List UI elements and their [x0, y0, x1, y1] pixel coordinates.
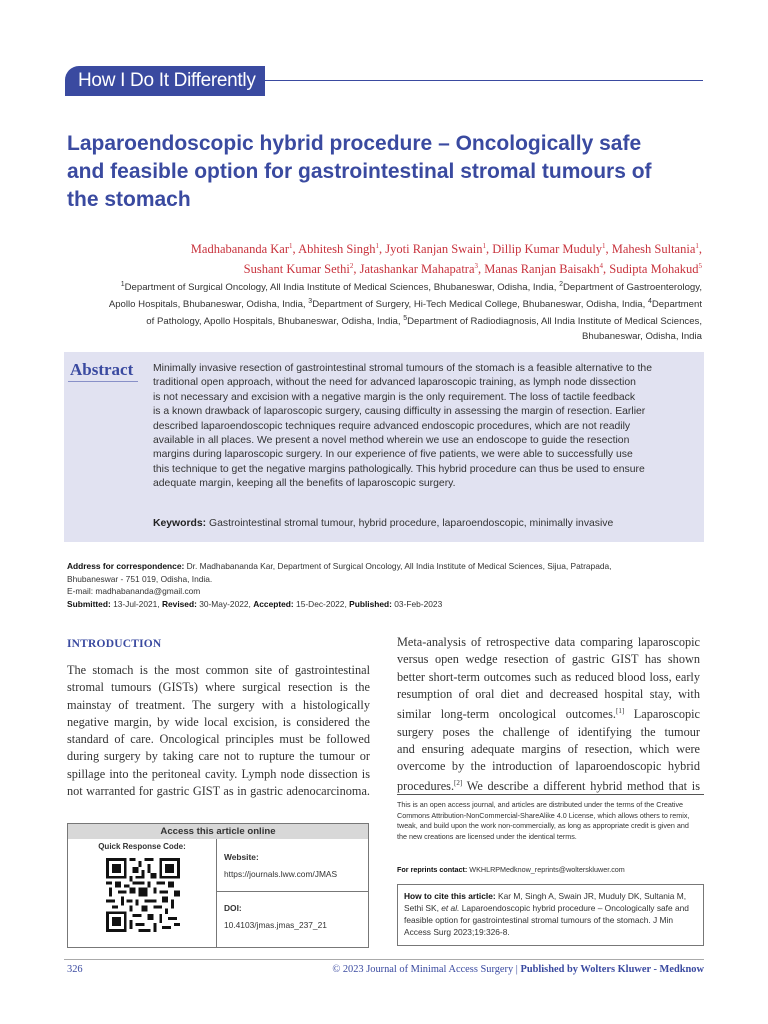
author-name: Dillip Kumar Muduly: [492, 242, 602, 257]
body-text: Laparoscopic: [624, 707, 700, 722]
journal-name: © 2023 Journal of Minimal Access Surgery: [332, 964, 514, 975]
body-line: not warranted for gastric GIST as in gastric adenocarcinoma.: [67, 784, 370, 799]
footer-journal: [332, 964, 704, 975]
author-list: [191, 238, 702, 278]
license-notice: [397, 800, 689, 842]
accepted-date: 15-Dec-2022,: [296, 598, 347, 609]
published-date: 03-Feb-2023: [394, 598, 443, 609]
affil-text: Department of Gastroenterology,: [562, 282, 702, 294]
affiliation-line: [109, 312, 702, 329]
reprints-email[interactable]: WKHLRPMedknow_reprints@wolterskluwer.com: [469, 865, 625, 874]
article-title: [67, 130, 707, 214]
affiliation-line: [109, 278, 702, 295]
body-line: spillage into the peritoneal cavity. Lymph node dissection is: [67, 766, 370, 781]
author-sup: 2: [349, 262, 354, 271]
author-name: Sudipta Mohakud: [609, 262, 699, 277]
title-line: and feasible option for gastrointestinal stromal tumours of: [67, 160, 652, 183]
affiliation-line: [109, 330, 702, 344]
citation-line: Access Surg 2023;19:326-8.: [404, 927, 510, 937]
dates-line: [67, 598, 707, 611]
footer-rule: [64, 959, 704, 960]
doi-value[interactable]: 10.4103/jmas.jmas_237_21: [224, 920, 327, 930]
body-line: Meta-analysis of retrospective data comparing laparoscopic: [397, 635, 700, 649]
abstract-line: is a known drawback of laparoscopic surgery, causing difficulty in assessing the margin of resection. Earlier: [153, 406, 646, 418]
access-box-divider: [216, 891, 369, 892]
abstract-heading-rule: [68, 381, 138, 382]
website-label: Website:: [224, 852, 259, 862]
body-text: We describe a different hybrid method that is: [462, 779, 700, 794]
abstract-line: this technique to get the negative margins pathologically. This hybrid procedure can thus be used to ensure: [153, 463, 645, 475]
revised-date: 30-May-2022,: [199, 598, 251, 609]
body-line: overcome by the introduction of laparoendoscopic hybrid: [397, 759, 700, 774]
citation-body: Sethi SK,: [404, 903, 442, 913]
citation-line: [404, 902, 689, 914]
affil-text: of Pathology, Apollo Hospitals, Bhubaneswar, Odisha, India,: [146, 316, 404, 328]
author-sup: 4: [599, 262, 604, 271]
citation-line: [404, 890, 689, 902]
body-line: versus open wedge resection of gastric GIST has shown: [397, 652, 700, 667]
correspondence-block: [67, 560, 707, 610]
author-sup: 1: [289, 242, 293, 250]
abstract-line: margins during laparoscopic surgery. In our experience of five patients, we were able to successfully use: [153, 449, 633, 461]
body-text: procedures.: [397, 779, 455, 794]
keywords-label: Keywords:: [153, 518, 207, 529]
body-line: and ensuring adequate margins of resection, which were: [397, 741, 700, 756]
body-line: The stomach is the most common site of gastrointestinal: [67, 663, 370, 677]
submitted-date: 13-Jul-2021,: [113, 598, 160, 609]
body-line: [397, 775, 700, 795]
author-sup: 3: [474, 262, 478, 271]
reprints-contact: [397, 865, 625, 874]
author-sup: 1: [482, 242, 486, 250]
citation-ref[interactable]: [1]: [616, 707, 625, 716]
title-line: Laparoendoscopic hybrid procedure – Oncologically safe: [67, 132, 642, 155]
body-line: during surgery by taking care not to rupture the tumour or: [67, 749, 370, 764]
license-line: the new creations are licensed under the identical terms.: [397, 831, 577, 841]
author-sup: 1: [601, 242, 606, 250]
abstract-line: available in all places. We present a novel method wherein we use an endoscope to guide the resection: [153, 435, 630, 447]
reprints-label: For reprints contact:: [397, 865, 468, 874]
qr-label: Quick Response Code:: [98, 842, 186, 851]
affil-text: Department of Radiodiagnosis, All India Institute of Medical Sciences,: [407, 316, 702, 328]
affil-sup: 3: [308, 298, 313, 306]
citation-ref[interactable]: [2]: [454, 779, 463, 788]
author-name: Jatashankar Mahapatra: [359, 262, 475, 277]
affil-text: Department of Surgery, Hi-Tech Medical College, Bhubaneswar, Odisha, India,: [312, 299, 648, 311]
author-sup: 1: [695, 242, 699, 250]
license-line: tweak, and build upon the work non-commercially, as long as appropriate credit is given and: [397, 821, 689, 831]
affil-sup: 2: [559, 281, 563, 288]
correspondence-address: Dr. Madhabananda Kar, Department of Surgical Oncology, All India Institute of Medical Sciences, Sijua, Patrapada,: [186, 561, 612, 571]
body-text: similar long-term oncological outcomes.: [397, 707, 616, 722]
abstract-line: adequate margin, keeping all the benefits of laparoscopic surgery.: [153, 478, 456, 490]
abstract-line: is not necessary and excision with a negative margin is the only requirement. The loss of tactile feedback: [153, 391, 636, 403]
submitted-label: Submitted:: [67, 598, 111, 609]
license-rule: [397, 794, 704, 795]
correspondence-line: Bhubaneswar - 751 019, Odisha, India.: [67, 573, 213, 584]
access-box-divider: [216, 839, 217, 948]
keywords-text: Gastrointestinal stromal tumour, hybrid procedure, laparoendoscopic, minimally invasive: [209, 518, 614, 529]
affil-text: Department of Surgical Oncology, All India Institute of Medical Sciences, Bhubaneswar, Odisha, India,: [124, 282, 560, 294]
banner-rule: [265, 80, 703, 81]
author-name: Sushant Kumar Sethi: [243, 262, 350, 277]
affil-text: Bhubaneswar, Odisha, India: [581, 330, 702, 342]
author-name: Manas Ranjan Baisakh: [484, 262, 600, 277]
license-line: Commons Attribution-NonCommercial-ShareAlike 4.0 License, which allows others to remix,: [397, 810, 690, 820]
body-line: mainstay of treatment. The surgery with a histologically: [67, 697, 370, 712]
body-line: negative margin, by wide local excision, is considered the: [67, 714, 370, 729]
doi-label: DOI:: [224, 903, 242, 913]
citation-text: [404, 890, 689, 938]
abstract-line: described laparoendoscopic techniques require advanced endoscopic procedures, which are not readily: [153, 420, 631, 432]
affiliations: [109, 278, 702, 344]
footer-separator: |: [515, 964, 518, 975]
author-sup: 1: [375, 242, 380, 250]
introduction-heading: INTRODUCTION: [67, 638, 162, 650]
citation-label: How to cite this article:: [404, 891, 496, 901]
author-name: Jyoti Ranjan Swain: [385, 242, 483, 257]
introduction-text: [67, 662, 370, 800]
publisher-name: Published by Wolters Kluwer - Medknow: [520, 964, 704, 975]
body-line: surgery poses the challenge of identifying the tumour: [397, 724, 700, 739]
website-link[interactable]: https://journals.lww.com/JMAS: [224, 869, 338, 879]
access-box-header: Access this article online: [68, 824, 368, 839]
revised-label: Revised:: [161, 598, 197, 609]
affiliation-line: [109, 295, 702, 312]
affil-text: Apollo Hospitals, Bhubaneswar, Odisha, India,: [108, 299, 309, 311]
body-line: resumption of oral diet and decreased hospital stay, with: [397, 686, 700, 701]
author-name: Abhitesh Singh: [298, 242, 376, 257]
abstract-text: [153, 362, 695, 492]
affil-text: Department: [651, 299, 702, 311]
correspondence-label: Address for correspondence:: [67, 561, 185, 571]
affil-sup: 1: [120, 281, 125, 288]
section-banner: [65, 66, 265, 96]
author-name: Mahesh Sultania: [611, 242, 696, 257]
correspondence-email: E-mail: madhabananda@gmail.com: [67, 586, 201, 596]
citation-body: Laparoendoscopic hybrid procedure – Oncologically safe and: [459, 903, 689, 913]
author-line-2: Sushant Kumar Sethi$^2$, Jatashankar Mahapatra$^3$, Manas Ranjan Baisakh$^4$, Sudipta Mohakud$^5$: [243, 262, 702, 277]
body-line: [397, 703, 700, 723]
citation-line: feasible option for gastrointestinal stromal tumours of the stomach. J Min: [404, 915, 674, 925]
citation-body: Kar M, Singh A, Swain JR, Muduly DK, Sultania M,: [498, 891, 687, 901]
citation-etal: et al.: [441, 903, 460, 913]
author-sup: 5: [698, 262, 702, 271]
accepted-label: Accepted:: [253, 598, 294, 609]
right-column-text: [397, 634, 700, 796]
body-line: better short-term outcomes such as reduced blood loss, early: [397, 669, 700, 684]
qr-code-icon[interactable]: [106, 858, 180, 932]
body-line: stromal tumours (GISTs) where surgical resection is the: [67, 680, 370, 695]
license-line: This is an open access journal, and articles are distributed under the terms of the Creative: [397, 800, 684, 809]
page-number: 326: [67, 964, 83, 975]
title-line: the stomach: [67, 188, 191, 211]
body-line: standard of care. Oncological principles must be followed: [67, 732, 370, 747]
abstract-heading: Abstract: [70, 360, 134, 379]
correspondence-line: [67, 560, 707, 573]
published-label: Published:: [349, 598, 392, 609]
affil-sup: 4: [647, 298, 652, 306]
author-name: Madhabananda Kar: [190, 242, 290, 257]
keywords: [153, 518, 613, 529]
section-label: How I Do It Differently: [78, 70, 256, 91]
affil-sup: 5: [403, 315, 408, 323]
abstract-line: traditional open approach, without the need for advanced laparoscopic training, as lymph node dissection: [153, 377, 636, 389]
abstract-line: Minimally invasive resection of gastrointestinal stromal tumours of the stomach is a feasible alternative to the: [153, 363, 652, 374]
author-line-1: Madhabananda Kar$^1$, Abhitesh Singh$^1$, Jyoti Ranjan Swain$^1$, Dillip Kumar Muduly$^1$, Mahesh Sultania$^1$,: [190, 242, 702, 257]
